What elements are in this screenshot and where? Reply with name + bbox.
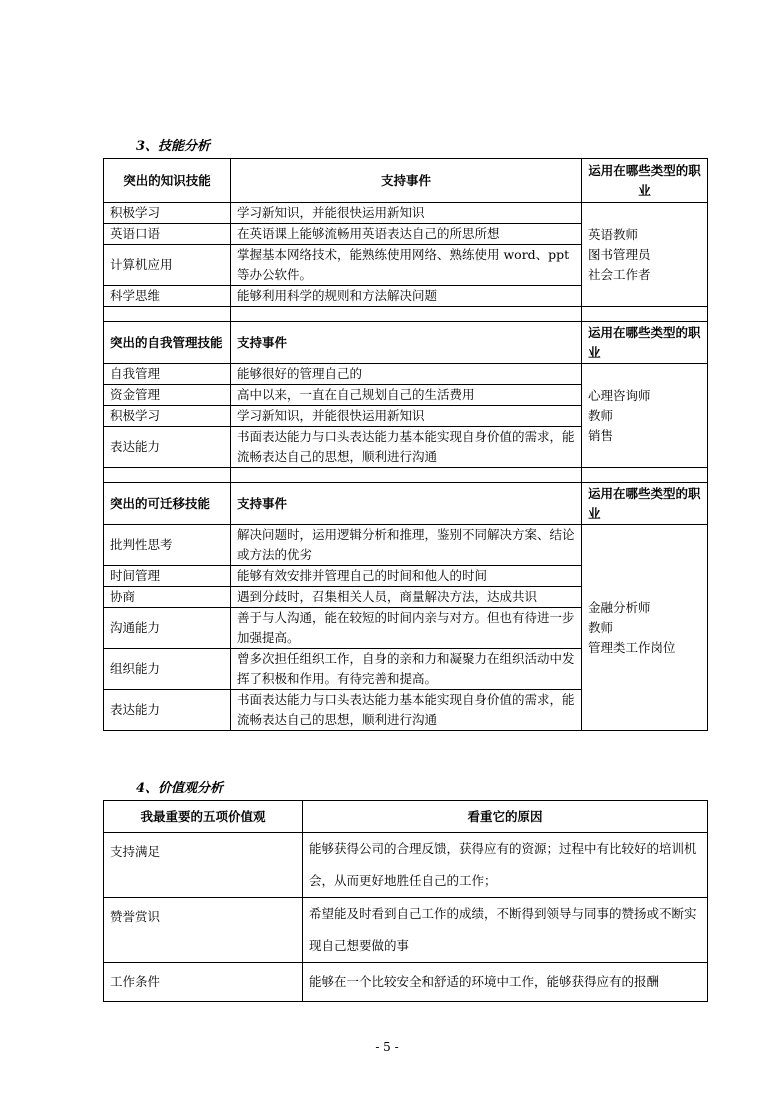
page-number: - 5 - xyxy=(375,1040,399,1054)
career-item: 教师 xyxy=(588,407,614,423)
skill-event: 学习新知识，并能很快运用新知识 xyxy=(231,203,582,224)
career-item: 社会工作者 xyxy=(588,266,651,282)
header-top-values: 我最重要的五项价值观 xyxy=(104,801,303,833)
skill-event: 学习新知识，并能很快运用新知识 xyxy=(231,406,582,427)
skill-event: 能够很好的管理自己的 xyxy=(231,364,582,385)
selfmgmt-header-row xyxy=(104,322,708,364)
skill-event: 遇到分歧时，召集相关人员，商量解决方法，达成共识 xyxy=(231,587,582,608)
skill-event: 在英语课上能够流畅用英语表达自己的所思所想 xyxy=(231,224,582,245)
skill-event: 掌握基本网络技术，能熟练使用网络、熟练使用 word、ppt 等办公软件。 xyxy=(231,245,582,286)
header-career-type: 运用在哪些类型的职业 xyxy=(582,322,708,364)
values-table xyxy=(103,800,708,1002)
header-selfmgmt-skill: 突出的自我管理技能 xyxy=(104,322,231,364)
header-support-event: 支持事件 xyxy=(231,159,582,203)
career-item: 心理咨询师 xyxy=(588,387,651,403)
table-row xyxy=(104,203,708,224)
career-item: 管理类工作岗位 xyxy=(588,639,676,655)
skill-name: 资金管理 xyxy=(104,385,231,406)
skills-heading: 3、技能分析 xyxy=(136,139,211,154)
value-reason: 能够在一个比较安全和舒适的环境中工作，能够获得应有的报酬 xyxy=(303,963,708,1002)
table-row xyxy=(104,898,708,963)
career-item: 金融分析师 xyxy=(588,599,651,615)
skill-event: 曾多次担任组织工作，自身的亲和力和凝聚力在组织活动中发挥了积极和作用。有待完善和提高。 xyxy=(231,649,582,690)
skill-event: 高中以来，一直在自己规划自己的生活费用 xyxy=(231,385,582,406)
transferable-header-row xyxy=(104,483,708,525)
skills-table xyxy=(103,158,708,731)
value-reason: 能够获得公司的合理反馈，获得应有的资源；过程中有比较好的培训机会，从而更好地胜任自己的工作； xyxy=(303,833,708,898)
value-name: 支持满足 xyxy=(104,833,303,898)
value-reason: 希望能及时看到自己工作的成绩，不断得到领导与同事的赞扬或不断实现自己想要做的事 xyxy=(303,898,708,963)
values-header-row xyxy=(104,801,708,833)
skill-name: 表达能力 xyxy=(104,427,231,468)
career-item: 图书管理员 xyxy=(588,246,651,262)
skill-name: 表达能力 xyxy=(104,690,231,731)
table-row xyxy=(104,833,708,898)
skill-name: 英语口语 xyxy=(104,224,231,245)
values-heading: 4、价值观分析 xyxy=(136,781,224,796)
spacer-row xyxy=(104,307,708,322)
skill-name: 组织能力 xyxy=(104,649,231,690)
skill-event: 书面表达能力与口头表达能力基本能实现自身价值的需求，能流畅表达自己的思想，顺利进行沟通 xyxy=(231,427,582,468)
skill-name: 自我管理 xyxy=(104,364,231,385)
header-reason: 看重它的原因 xyxy=(303,801,708,833)
header-transferable-skill: 突出的可迁移技能 xyxy=(104,483,231,525)
header-support-event: 支持事件 xyxy=(231,483,582,525)
career-list xyxy=(582,525,708,731)
table-row xyxy=(104,525,708,566)
header-knowledge-skill: 突出的知识技能 xyxy=(104,159,231,203)
value-name: 工作条件 xyxy=(104,963,303,1002)
career-list xyxy=(582,364,708,468)
header-career-type: 运用在哪些类型的职业 xyxy=(582,483,708,525)
career-item: 英语教师 xyxy=(588,226,639,242)
header-support-event: 支持事件 xyxy=(231,322,582,364)
career-item: 教师 xyxy=(588,619,614,635)
skill-name: 沟通能力 xyxy=(104,608,231,649)
spacer-row xyxy=(104,468,708,483)
skill-name: 协商 xyxy=(104,587,231,608)
table-row xyxy=(104,963,708,1002)
skill-name: 时间管理 xyxy=(104,566,231,587)
header-career-type: 运用在哪些类型的职业 xyxy=(582,159,708,203)
skill-name: 计算机应用 xyxy=(104,245,231,286)
value-name: 赞誉赏识 xyxy=(104,898,303,963)
skill-event: 书面表达能力与口头表达能力基本能实现自身价值的需求，能流畅表达自己的思想，顺利进行沟通 xyxy=(231,690,582,731)
skill-event: 能够有效安排并管理自己的时间和他人的时间 xyxy=(231,566,582,587)
skill-name: 科学思维 xyxy=(104,286,231,307)
skill-event: 能够利用科学的规则和方法解决问题 xyxy=(231,286,582,307)
skill-event: 善于与人沟通，能在较短的时间内亲与对方。但也有待进一步加强提高。 xyxy=(231,608,582,649)
skill-event: 解决问题时，运用逻辑分析和推理，鉴别不同解决方案、结论或方法的优劣 xyxy=(231,525,582,566)
table-row xyxy=(104,364,708,385)
skill-name: 批判性思考 xyxy=(104,525,231,566)
skill-name: 积极学习 xyxy=(104,203,231,224)
skill-name: 积极学习 xyxy=(104,406,231,427)
career-item: 销售 xyxy=(588,427,614,443)
career-list xyxy=(582,203,708,307)
knowledge-header-row xyxy=(104,159,708,203)
